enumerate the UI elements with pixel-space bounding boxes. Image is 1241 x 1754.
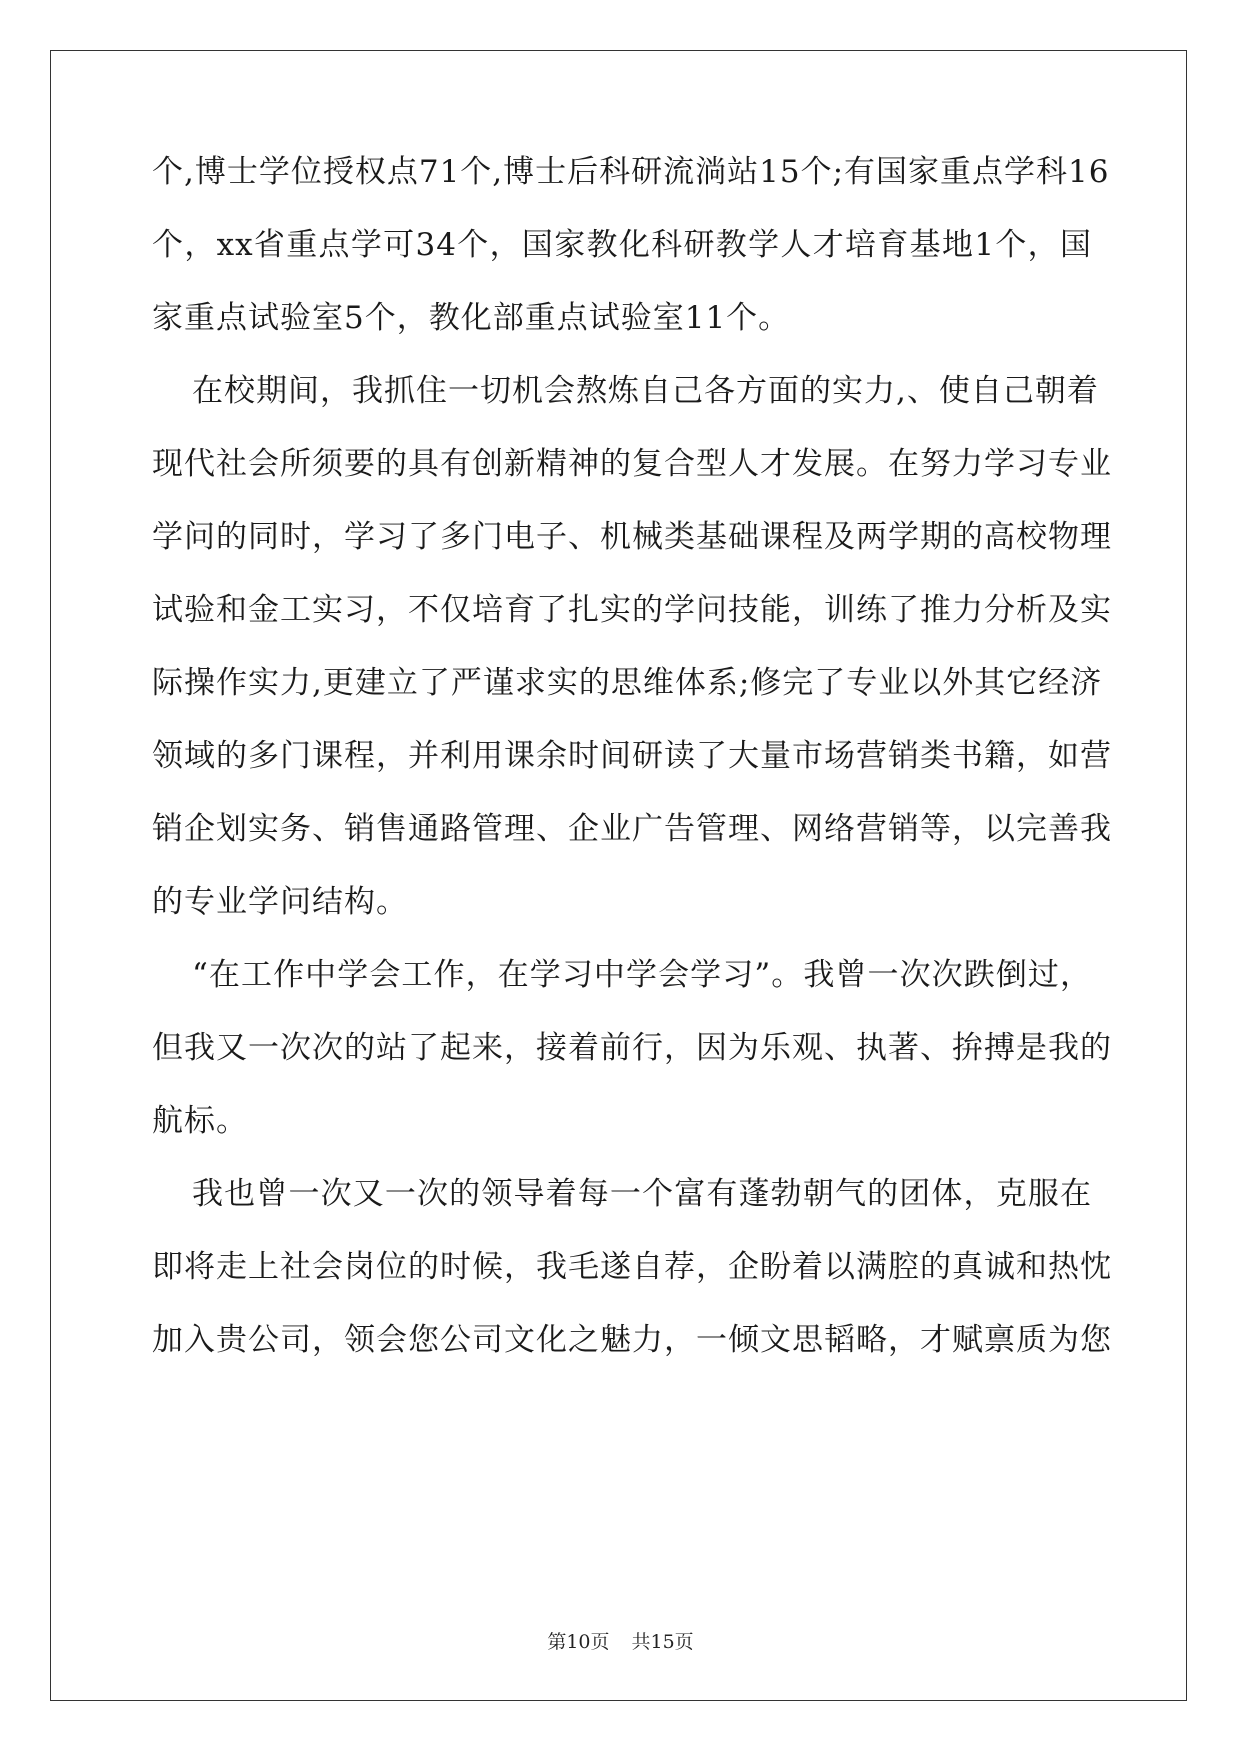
text-line: 际操作实力,更建立了严谨求实的思维体系;修完了专业以外其它经济 [152, 665, 1103, 701]
paragraph-first-line: 在校期间，我抓住一切机会熬炼自己各方面的实力,、使自己朝着 [192, 373, 1099, 409]
text-line: 试验和金工实习，不仅培育了扎实的学问技能，训练了推力分析及实 [152, 592, 1112, 628]
page-footer [0, 1630, 1241, 1654]
text-line: 航标。 [152, 1103, 248, 1139]
paragraph-first-line: 我也曾一次又一次的领导着每一个富有蓬勃朝气的团体，克服在 [192, 1176, 1092, 1212]
text-line: 现代社会所须要的具有创新精神的复合型人才发展。在努力学习专业 [152, 446, 1112, 482]
paragraph-first-line: “在工作中学会工作，在学习中学会学习”。我曾一次次跌倒过， [192, 957, 1092, 993]
text-line: 家重点试验室5个，教化部重点试验室11个。 [152, 300, 791, 336]
text-line: 加入贵公司，领会您公司文化之魅力，一倾文思韬略，才赋禀质为您 [152, 1322, 1112, 1358]
page-number: 第10页 [547, 1631, 610, 1653]
text-line: 但我又一次次的站了起来，接着前行，因为乐观、执著、拚搏是我的 [152, 1030, 1112, 1066]
text-line: 的专业学问结构。 [152, 884, 408, 920]
text-line: 个，xx省重点学可34个，国家教化科研教学人才培育基地1个，国 [152, 227, 1092, 263]
text-line: 销企划实务、销售通路管理、企业广告管理、网络营销等，以完善我 [152, 811, 1112, 847]
text-line: 领域的多门课程，并利用课余时间研读了大量市场营销类书籍，如营 [152, 738, 1112, 774]
text-line: 即将走上社会岗位的时候，我毛遂自荐，企盼着以满腔的真诚和热忱 [152, 1249, 1112, 1285]
text-line: 学问的同时，学习了多门电子、机械类基础课程及两学期的高校物理 [152, 519, 1112, 555]
text-line: 个,博士学位授权点71个,博士后科研流淌站15个;有国家重点学科16 [152, 154, 1110, 190]
page-total: 共15页 [631, 1631, 694, 1653]
